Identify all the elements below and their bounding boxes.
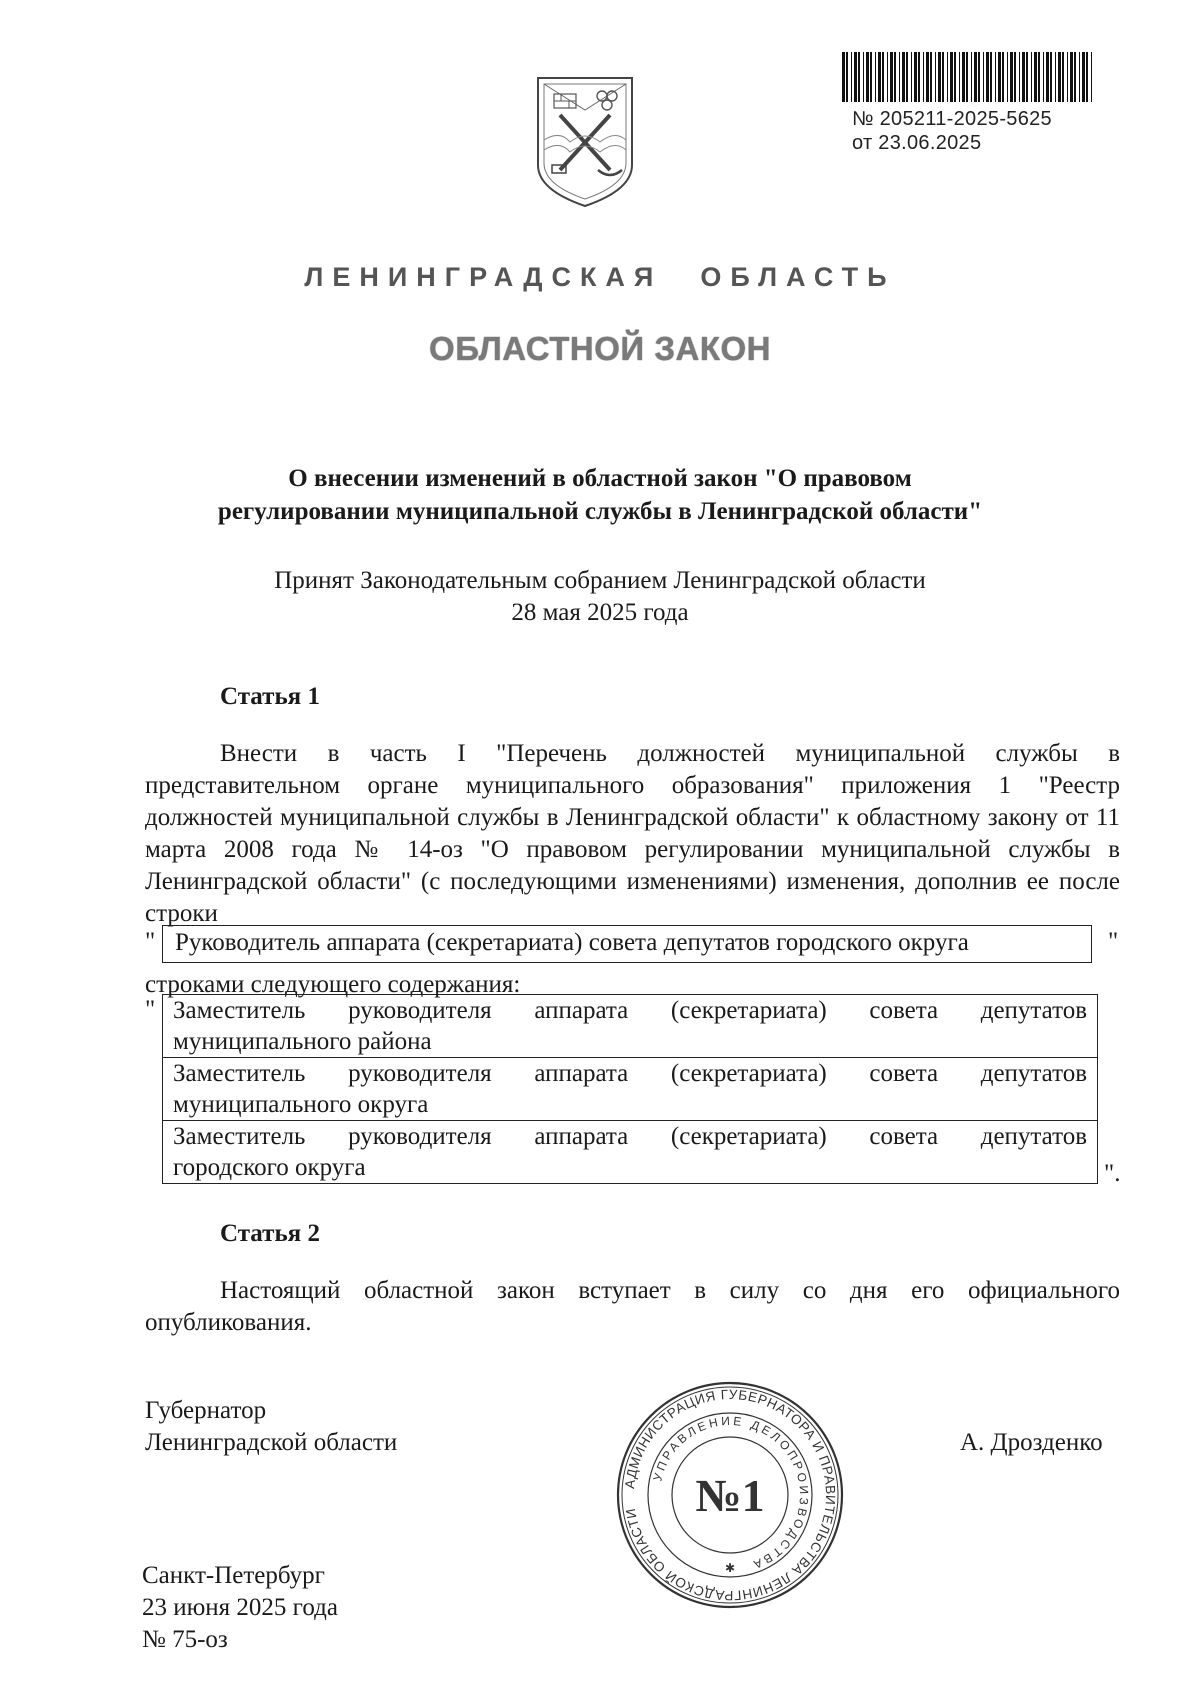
article-2-text: Настоящий областной закон вступает в силу со дня его официального опубликования.: [145, 1277, 1120, 1336]
signing-date: 23 июня 2025 года: [142, 1594, 338, 1621]
seal-center-number: №1: [695, 1470, 765, 1521]
table-cell: Заместитель руководителя аппарата (секретариата) совета депутатов городского округа: [163, 1121, 1098, 1184]
seal-inner-text: УПРАВЛЕНИЕ ДЕЛОПРОИЗВОДСТВА: [650, 1413, 812, 1573]
region-word-2: ОБЛАСТЬ: [700, 262, 896, 292]
document-type: ОБЛАСТНОЙ ЗАКОН: [429, 330, 771, 367]
law-title-line-1: О внесении изменений в областной закон "О правовом: [288, 465, 912, 492]
article-1-after-text: строками следующего содержания:: [145, 971, 521, 998]
adoption-note: [150, 565, 1050, 629]
quote-open-2: ": [145, 996, 156, 1023]
existing-row: Руководитель аппарата (секретариата) совета депутатов городского округа: [162, 925, 1092, 963]
seal-star-icon: ✱: [724, 1561, 736, 1575]
seal-outer-text: АДМИНИСТРАЦИЯ ГУБЕРНАТОРА И ПРАВИТЕЛЬСТВА ЛЕНИНГРАДСКОЙ ОБЛАСТИ: [622, 1386, 839, 1604]
article-2-heading: Статья 2: [220, 1220, 320, 1247]
adoption-date: 28 мая 2025 года: [511, 599, 689, 626]
quote-close-1: ": [1108, 928, 1119, 955]
signer-position-line-2: Ленинградской области: [145, 1429, 398, 1456]
law-title: [150, 462, 1050, 528]
registration-date: от 23.06.2025: [852, 132, 982, 154]
table-row: [163, 1121, 1098, 1184]
coat-of-arms-icon: [530, 70, 640, 210]
registration-number: № 205211-2025-5625: [852, 108, 1052, 130]
new-rows-table: [162, 994, 1098, 1184]
article-1-heading: Статья 1: [220, 683, 320, 710]
region-name: [0, 262, 1200, 293]
law-title-line-2: регулировании муниципальной службы в Ленинградской области": [217, 498, 983, 525]
official-seal-stamp: [615, 1380, 845, 1610]
article-1-text: Внести в часть I "Перечень должностей муниципальной службы в представительном органе муниципального образования" приложения 1 "Реестр должностей муниципальной службы в Ленинградской области" к областному закону от 11 марта 2008 года № 14-оз "О правовом регулировании муниципальной службы в Ленинградской области" (с последующими изменениями) изменения, дополнив ее после строки: [145, 740, 1120, 927]
table-cell: Заместитель руководителя аппарата (секретариата) совета депутатов муниципального района: [163, 995, 1098, 1058]
table-row: [163, 1058, 1098, 1121]
adoption-line-1: Принят Законодательным собранием Ленинградской области: [274, 567, 926, 594]
quote-open-1: ": [145, 928, 156, 955]
signing-place: Санкт-Петербург: [142, 1562, 325, 1589]
region-word-1: ЛЕНИНГРАДСКАЯ: [304, 262, 663, 292]
signer-position-line-1: Губернатор: [145, 1397, 267, 1424]
table-row: [163, 995, 1098, 1058]
signer-name: А. Дрозденко: [960, 1429, 1103, 1456]
table-cell: Заместитель руководителя аппарата (секретариата) совета депутатов муниципального округа: [163, 1058, 1098, 1121]
quote-close-2: ".: [1104, 1160, 1121, 1187]
law-number: № 75-оз: [142, 1626, 228, 1653]
barcode-icon: [840, 52, 1096, 102]
